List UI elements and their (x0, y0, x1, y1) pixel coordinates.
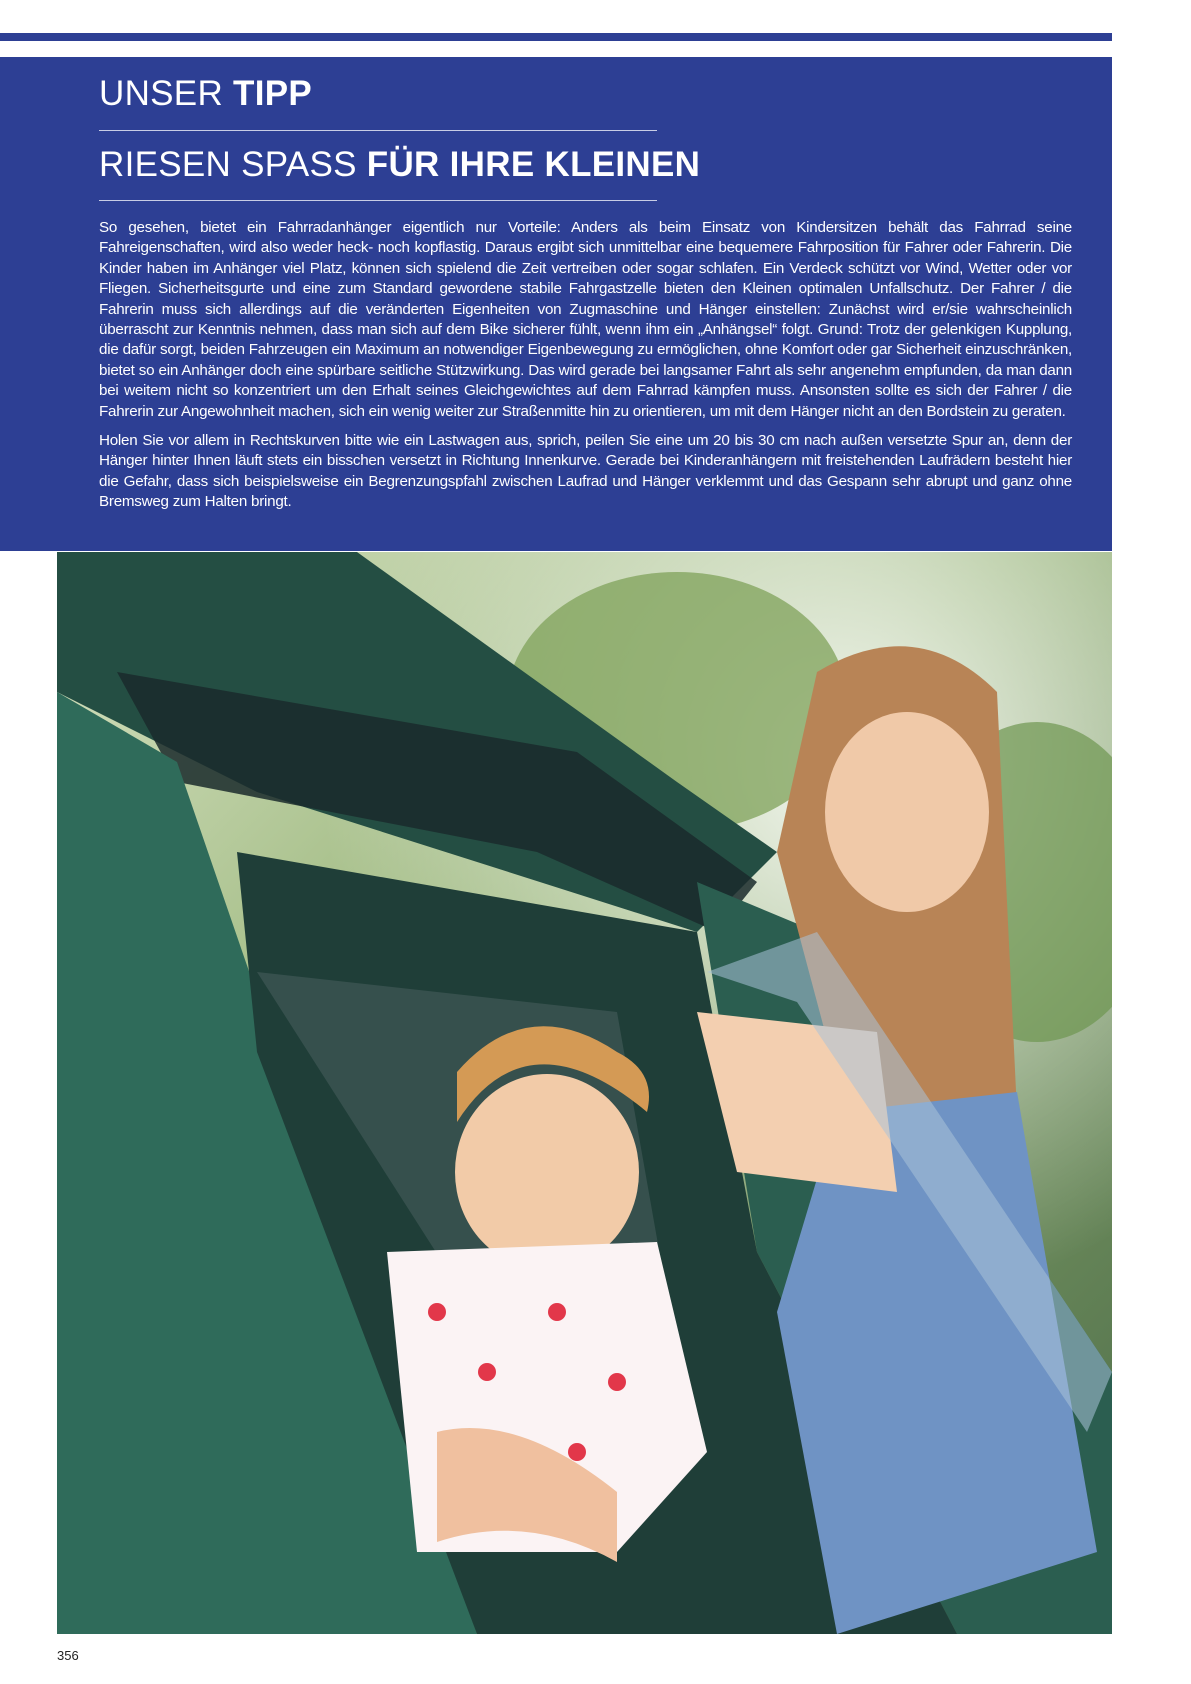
section-subtitle-light: RIESEN SPASS (99, 145, 367, 184)
top-rule (0, 33, 1112, 41)
photo-illustration (57, 552, 1112, 1634)
page-number: 356 (57, 1648, 79, 1663)
photo-mother-child-bike-trailer (57, 552, 1112, 1634)
title-divider (99, 130, 657, 131)
tip-panel (0, 57, 1112, 551)
section-title-light: UNSER (99, 74, 234, 113)
section-title-bold: TIPP (233, 74, 313, 113)
body-paragraph-2: Holen Sie vor allem in Rechtskurven bitte wie ein Lastwagen aus, sprich, peilen Sie eine um 20 bis 30 cm nach außen versetzte Spur an, denn der Hänger hinter Ihnen läuft stets ein bisschen versetzt in Richtung Innenkurve. Gerade bei Kinderanhängern mit freistehenden Laufrädern besteht hier die Gefahr, dass sich beispielsweise ein Begrenzungspfahl zwischen Laufrad und Hänger verklemmt und das Gespann sehr abrupt und ganz ohne Bremsweg zum Halten bringt. (99, 432, 1072, 511)
section-subtitle-bold: FÜR IHRE KLEINEN (366, 145, 701, 184)
section-title (99, 74, 312, 114)
section-subtitle (99, 145, 700, 185)
body-text (99, 218, 1072, 522)
body-paragraph-1: So gesehen, bietet ein Fahrradanhänger eigentlich nur Vorteile: Anders als beim Einsatz von Kindersitzen behält das Fahrrad seine Fahreigenschaften, wird also weder heck- noch kopflastig. Daraus ergibt sich unmittelbar eine bequemere Fahrposition für Fahrer oder Fahrerin. Die Kinder haben im Anhänger viel Platz, können sich spielend die Zeit vertreiben oder sogar schlafen. Ein Verdeck schützt vor Wind, Wetter oder vor Fliegen. Sicherheitsgurte und eine zum Standard gewordene stabile Fahrgastzelle bieten den Kleinen optimalen Unfallschutz. Der Fahrer / die Fahrerin muss sich allerdings auf die veränderten Eigenheiten von Zugmaschine und Hänger einstellen: Zunächst wird er/sie wahrscheinlich überrascht zur Kenntnis nehmen, dass man sich auf dem Bike sicherer fühlt, wenn ihm ein „Anhängsel“ folgt. Grund: Trotz der gelenkigen Kupplung, die dafür sorgt, beiden Fahrzeugen ein Maximum an notwendiger Eigenbewegung zu ermöglichen, ohne Komfort oder gar Sicherheit einzuschränken, bietet so ein Anhänger doch eine spürbare seitliche Stützwirkung. Das wird gerade bei langsamer Fahrt als sehr angenehm empfunden, da man dann bei weitem nicht so konzentriert um den Erhalt seines Gleichgewichtes auf dem Fahrrad kämpfen muss. Ansonsten sollte es sich der Fahrer / die Fahrerin zur Angewohnheit machen, sich ein wenig weiter zur Straßenmitte hin zu orientieren, um mit dem Hänger nicht an den Bordstein zu geraten. (99, 219, 1072, 420)
subtitle-divider (99, 200, 657, 201)
